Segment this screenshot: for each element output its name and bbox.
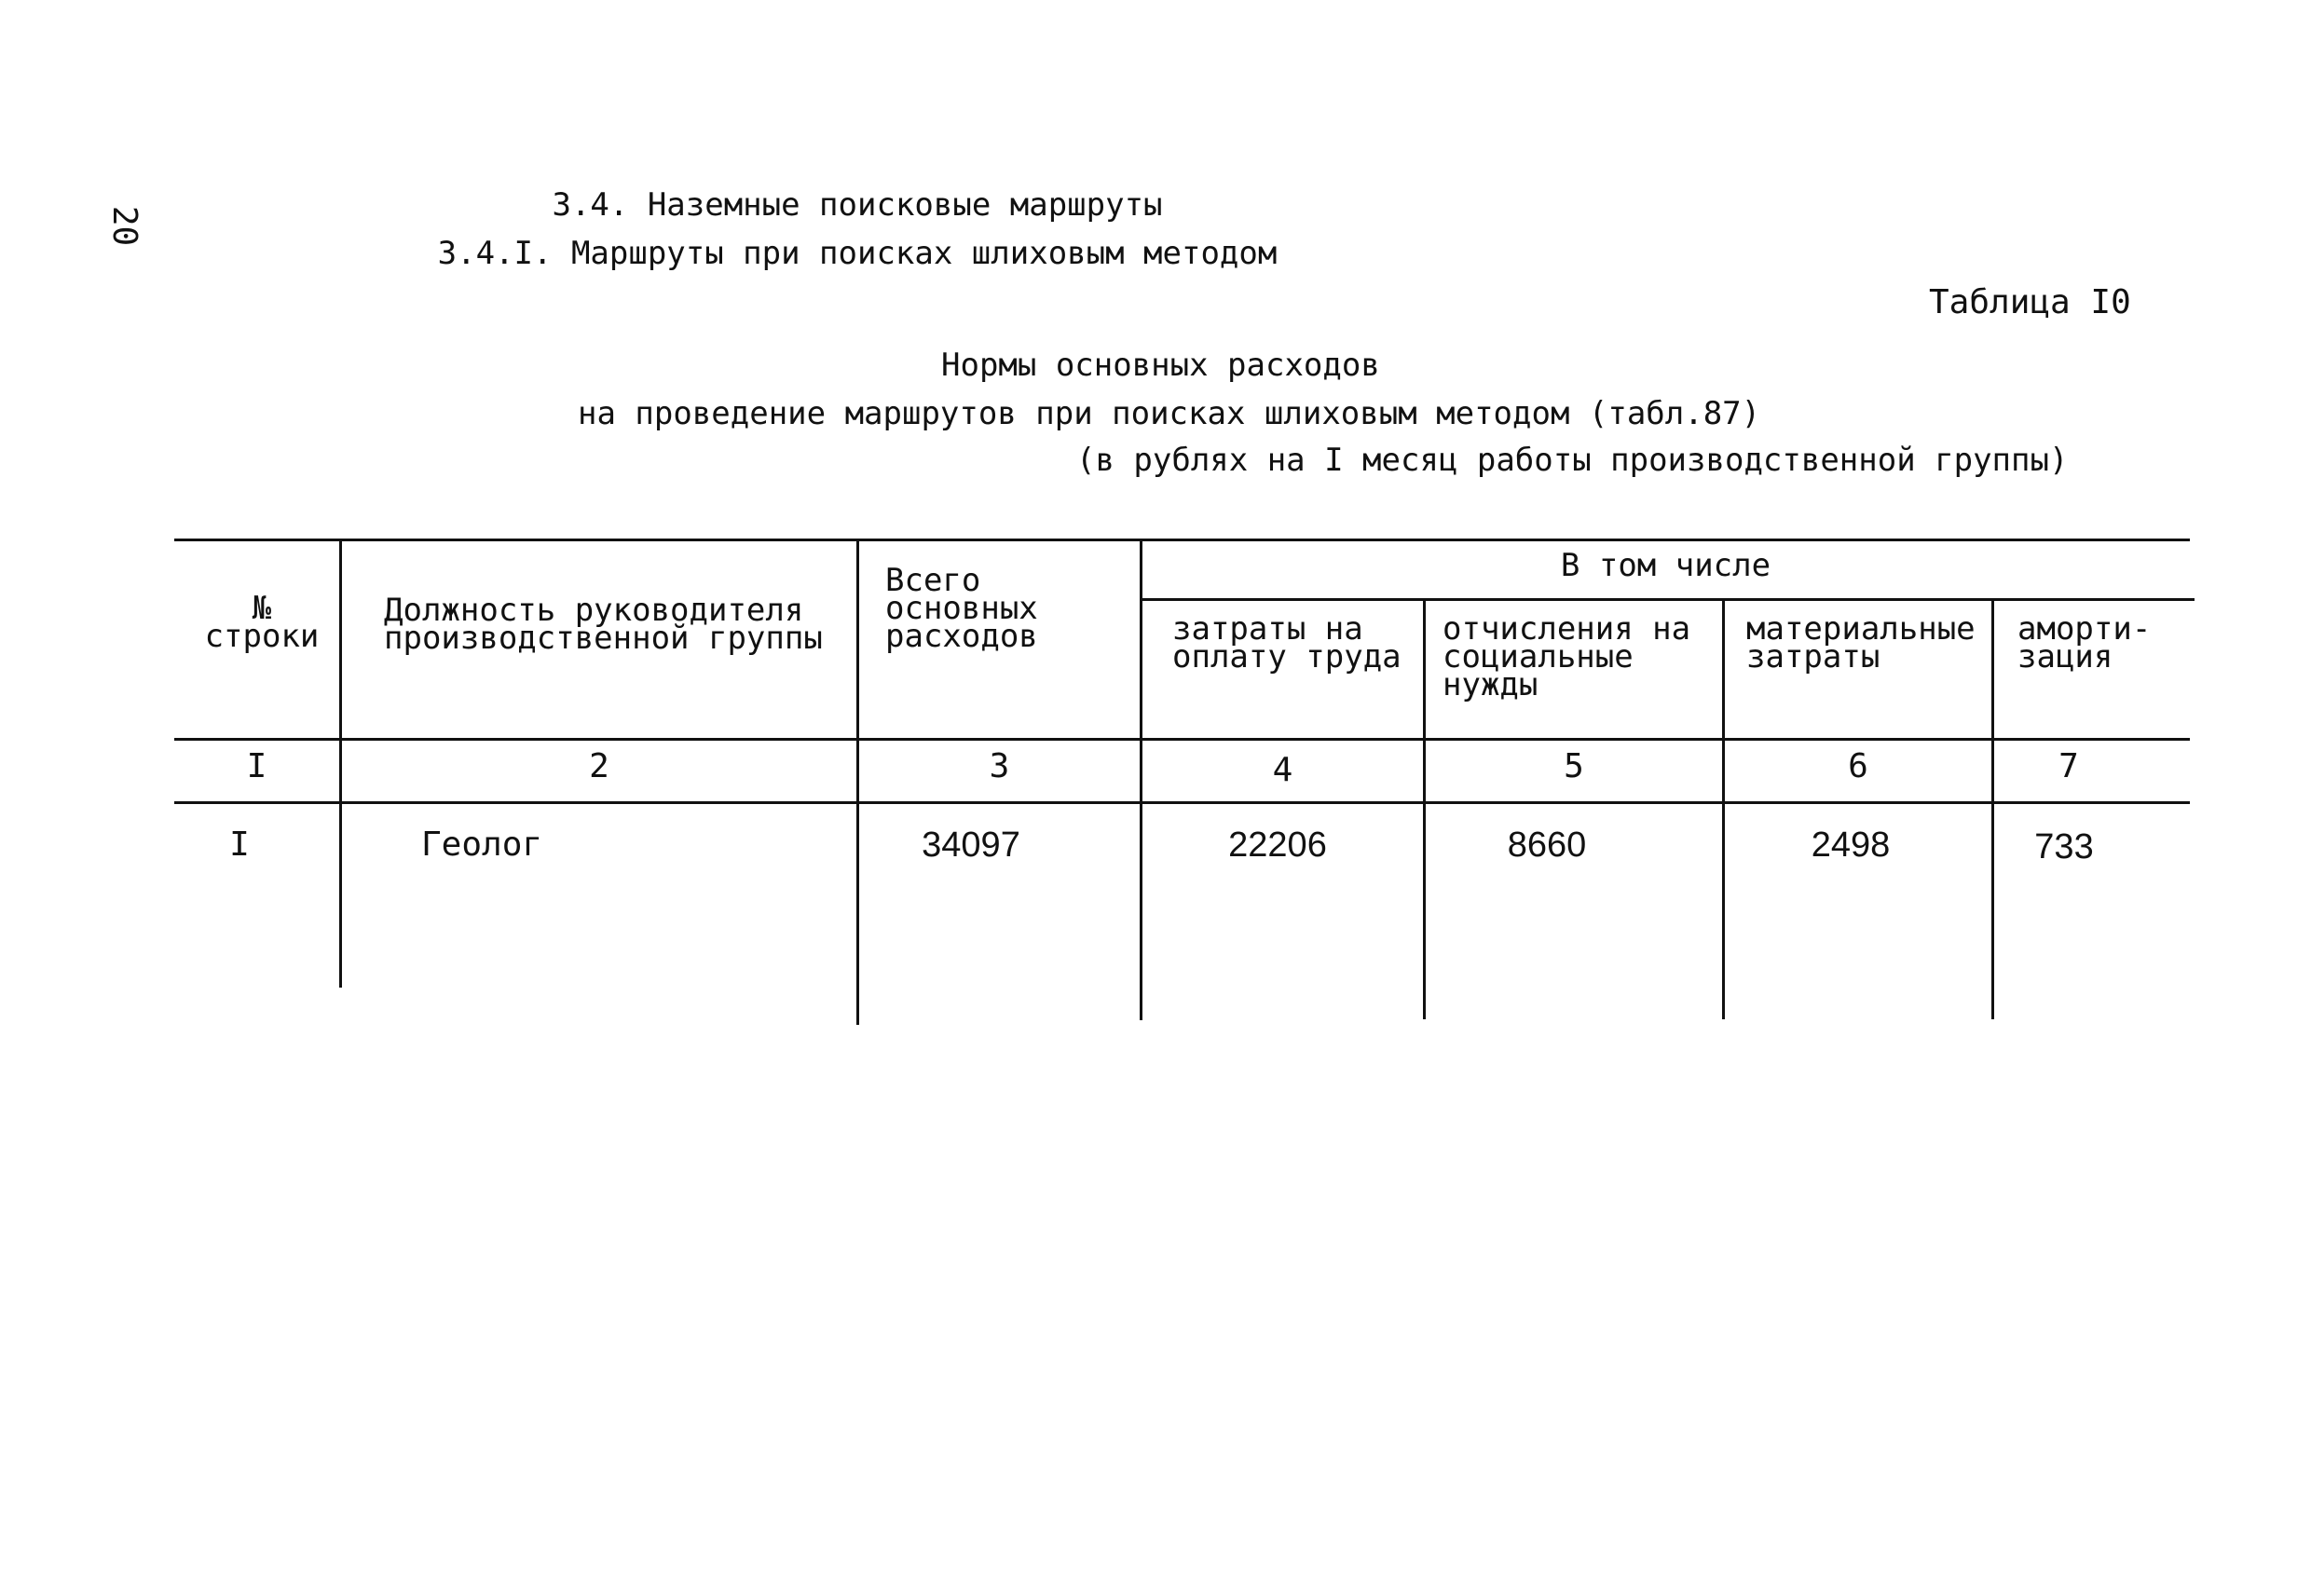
- cell-labor: 22206: [1228, 825, 1327, 865]
- header-labor: затраты на оплату труда: [1172, 610, 1402, 675]
- group-header-rule: [1142, 598, 2195, 601]
- header-group-including: В том числе: [1560, 547, 1771, 584]
- table-label: Таблица I0: [1929, 283, 2131, 321]
- header-bottom-rule: [174, 738, 2190, 741]
- column-number: 2: [589, 747, 609, 785]
- header-material: материальные затраты: [1746, 610, 1976, 675]
- column-number: 3: [989, 747, 1010, 785]
- caption-line-1: Нормы основных расходов: [941, 347, 1380, 384]
- cell-row-number: I: [229, 825, 250, 864]
- col-divider-4: [1423, 600, 1426, 1019]
- subsection-title: 3.4.I. Маршруты при поисках шлиховым методом: [437, 235, 1278, 272]
- column-numbers-rule: [174, 801, 2190, 804]
- cell-depreciation: 733: [2034, 827, 2094, 866]
- cell-social: 8660: [1507, 825, 1587, 865]
- section-title: 3.4. Наземные поисковые маршруты: [552, 186, 1163, 224]
- column-number: I: [246, 747, 267, 785]
- header-row-number: № строки: [204, 590, 320, 655]
- column-number: 7: [2058, 747, 2079, 785]
- column-number: 5: [1564, 747, 1584, 785]
- table-top-rule: [174, 539, 2190, 541]
- cell-position: Геолог: [421, 825, 543, 864]
- caption-line-2: на проведение маршрутов при поисках шлиховым методом (табл.87): [578, 395, 1761, 432]
- caption-line-3: (в рублях на I месяц работы производственной группы): [1076, 442, 2069, 479]
- column-number: 4: [1272, 751, 1293, 789]
- header-total: Всего основных расходов: [885, 562, 1038, 655]
- col-divider-5: [1722, 600, 1725, 1019]
- page-number: 20: [105, 205, 144, 247]
- header-depreciation: аморти- зация: [2017, 610, 2152, 675]
- cell-material: 2498: [1811, 825, 1891, 865]
- header-social: отчисления на социальные нужды: [1443, 610, 1691, 703]
- header-position: Должность руководителя производственной группы: [384, 592, 823, 657]
- column-number: 6: [1848, 747, 1868, 785]
- col-divider-6: [1991, 600, 1994, 1019]
- cell-total: 34097: [922, 825, 1020, 865]
